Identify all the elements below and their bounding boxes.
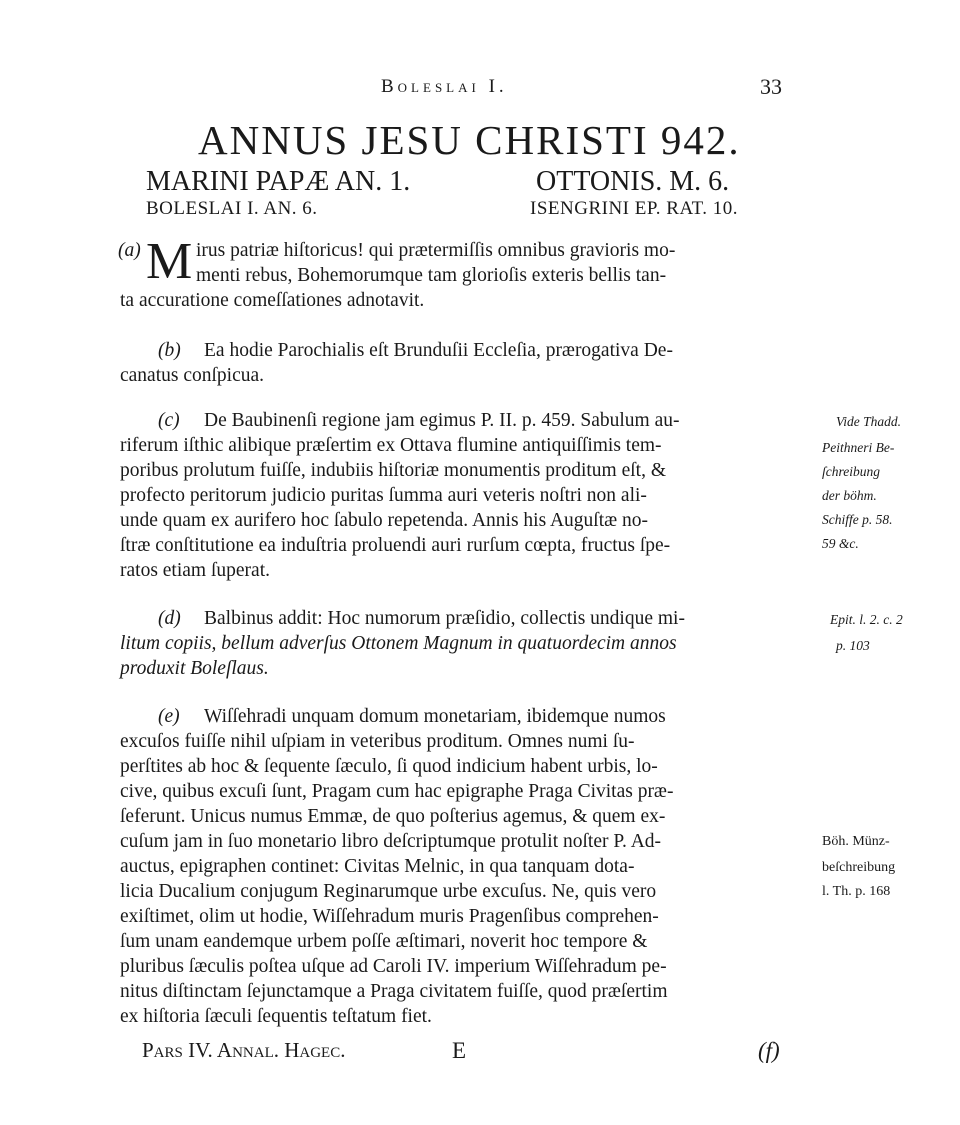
- margin-note-c: Vide Thadd.: [836, 414, 901, 429]
- note-d-label: (d): [158, 608, 181, 629]
- regnal-bishop: ISENGRINI EP. RAT. 10.: [530, 198, 739, 219]
- regnal-pope: MARINI PAPÆ AN. 1.: [146, 166, 411, 197]
- page-title: ANNUS JESU CHRISTI 942.: [198, 117, 741, 163]
- note-b-label: (b): [158, 340, 181, 361]
- page-number: 33: [760, 74, 782, 99]
- margin-note-e: Böh. Münz-: [822, 834, 890, 849]
- note-e-line: ſum unam eandemque urbem poſſe æſtimari, noverit hoc tempore &: [120, 931, 648, 952]
- note-e-line: ſeferunt. Unicus numus Emmæ, de quo poſterius agemus, & quem ex-: [120, 806, 666, 827]
- note-c-label: (c): [158, 410, 180, 431]
- note-c-line: riferum iſthic alibique præſertim ex Ottava flumine antiquiſſimis tem-: [120, 435, 662, 456]
- note-a-line: ta accuratione comeſſationes adnotavit.: [120, 290, 425, 311]
- note-a-dropcap: M: [146, 233, 193, 290]
- note-c-line: ſtræ conſtitutione ea induſtria proluendi auri rurſum cœpta, fructus ſpe-: [120, 535, 671, 556]
- note-e-line: licia Ducalium conjugum Reginarumque urbe excuſus. Ne, quis vero: [120, 881, 657, 902]
- margin-note-c: Schiffe p. 58.: [822, 512, 893, 527]
- note-d-line: Balbinus addit: Hoc numorum præſidio, collectis undique mi-: [204, 608, 685, 629]
- margin-note-e: beſchreibung: [822, 860, 896, 875]
- note-e-line: ex hiſtoria ſæculi ſequentis teſtatum fiet.: [120, 1006, 432, 1027]
- margin-note-c: ſchreibung: [822, 464, 880, 479]
- margin-note-d: Epit. l. 2. c. 2: [830, 612, 903, 627]
- regnal-emperor: OTTONIS. M. 6.: [536, 166, 730, 197]
- note-a-line: irus patriæ hiſtoricus! qui prætermiſſis omnibus gravioris mo-: [196, 240, 676, 261]
- note-d-line: produxit Boleſlaus.: [120, 658, 269, 679]
- footer-signature-title: Pars IV. Annal. Hagec.: [142, 1038, 346, 1062]
- running-title: Boleslai I.: [381, 76, 508, 97]
- footer-signature-mark: E: [452, 1038, 467, 1063]
- note-c-line: poribus prolutum fuiſſe, indubiis hiſtoriæ monumentis proditum eſt, &: [120, 460, 666, 481]
- note-a-label: (a): [118, 240, 141, 261]
- note-c-line: profecto peritorum judicio puritas ſumma auri veteris noſtri non ali-: [120, 485, 647, 506]
- footer-catchword: (f): [758, 1038, 780, 1063]
- margin-note-d: p. 103: [836, 638, 870, 653]
- note-a-line: menti rebus, Bohemorumque tam glorioſis exteris bellis tan-: [196, 265, 667, 286]
- note-e-line: excuſos fuiſſe nihil uſpiam in veteribus proditum. Omnes numi ſu-: [120, 731, 635, 752]
- note-b-line: Ea hodie Parochialis eſt Brunduſii Eccleſia, prærogativa De-: [204, 340, 673, 361]
- note-c-line: unde quam ex aurifero hoc ſabulo repetenda. Annis his Auguſtæ no-: [120, 510, 649, 531]
- margin-note-c: der böhm.: [822, 488, 877, 503]
- note-c-line: De Baubinenſi regione jam egimus P. II. p. 459. Sabulum au-: [204, 410, 680, 431]
- note-e-line: Wiſſehradi unquam domum monetariam, ibidemque numos: [204, 706, 666, 727]
- regnal-duke: BOLESLAI I. AN. 6.: [146, 198, 318, 219]
- note-e-line: perſtites ab hoc & ſequente ſæculo, ſi quod indicium habent urbis, lo-: [120, 756, 658, 777]
- note-d-line: litum copiis, bellum adverſus Ottonem Magnum in quatuordecim annos: [120, 633, 677, 654]
- note-e-line: nitus diſtinctam ſejunctamque a Praga civitatem fuiſſe, quod præſertim: [120, 981, 668, 1002]
- note-b-line: canatus conſpicua.: [120, 365, 265, 386]
- margin-note-c: Peithneri Be-: [822, 440, 895, 455]
- note-e-line: pluribus ſæculis poſtea uſque ad Caroli IV. imperium Wiſſehradum pe-: [120, 956, 667, 977]
- note-e-label: (e): [158, 706, 180, 727]
- note-e-line: exiſtimet, olim ut hodie, Wiſſehradum muris Pragenſibus comprehen-: [120, 906, 659, 927]
- note-c-line: ratos etiam ſuperat.: [120, 560, 270, 581]
- margin-note-e: l. Th. p. 168: [822, 884, 891, 899]
- margin-note-c: 59 &c.: [822, 536, 859, 551]
- note-e-line: cuſum jam in ſuo monetario libro deſcriptumque protulit noſter P. Ad-: [120, 831, 662, 852]
- note-e-line: auctus, epigraphen continet: Civitas Melnic, in qua tanquam dota-: [120, 856, 635, 877]
- note-e-line: cive, quibus excuſi ſunt, Pragam cum hac epigraphe Praga Civitas præ-: [120, 781, 674, 802]
